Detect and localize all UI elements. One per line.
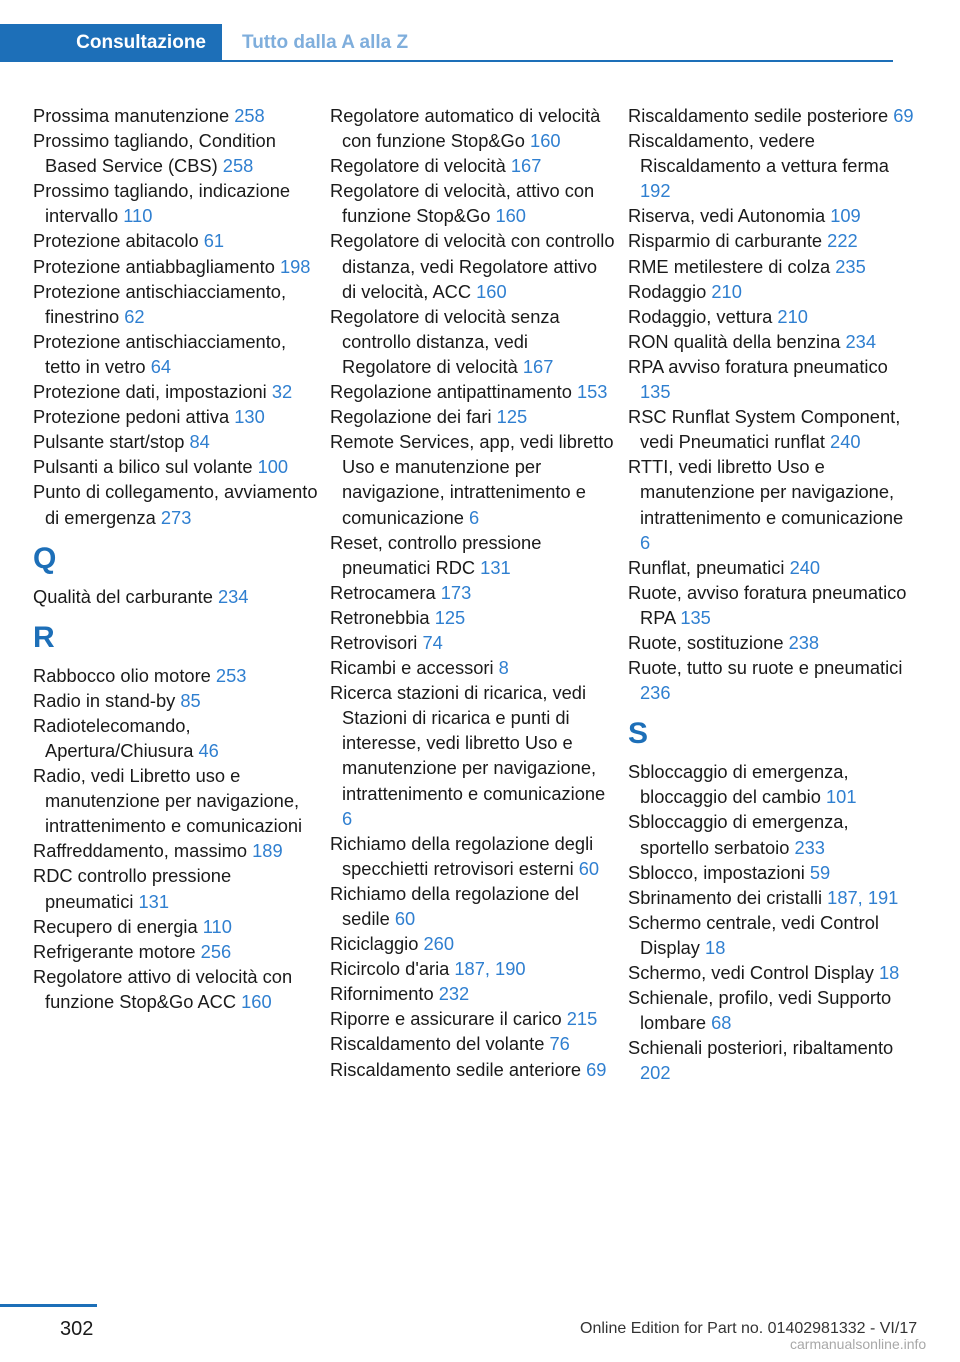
tab-tutto-label: Tutto dalla A alla Z	[242, 32, 409, 53]
index-entry	[330, 1031, 616, 1056]
index-entry	[628, 128, 914, 203]
page-reference-link[interactable]: 125	[434, 606, 466, 628]
index-entry-text: Regolatore di velocità con controllo distanza, vedi Regolatore attivo di velocità, ACC	[330, 230, 615, 302]
index-entry	[628, 329, 914, 354]
index-entry-text: Regolatore di velocità, attivo con funzione Stop&Go	[330, 180, 595, 227]
page-reference-link[interactable]: 110	[202, 915, 232, 937]
index-entry-text: Ruote, tutto su ruote e pneumatici	[628, 657, 903, 679]
footer-divider	[0, 1304, 97, 1307]
index-entry-text: Ruote, sostituzione	[628, 631, 789, 653]
index-entry-text: Regolatore attivo di velocità con funzione Stop&Go ACC	[33, 965, 293, 1012]
page-reference-link[interactable]: 240	[830, 431, 861, 453]
section-letter: R	[33, 620, 55, 654]
page-reference-link[interactable]: 167	[510, 155, 542, 177]
page-reference-link[interactable]: 131	[138, 890, 170, 912]
index-entry-text: Protezione abitacolo	[33, 230, 204, 252]
page-reference-link[interactable]: 258	[222, 155, 254, 177]
index-entry	[33, 914, 319, 939]
index-entry-text: Radio in stand-by	[33, 689, 181, 711]
index-entry-text: Prossimo tagliando, Condition Based Service (CBS)	[33, 130, 276, 177]
index-entry-text: Richiamo della regolazione del sedile	[330, 882, 579, 929]
index-entry	[330, 630, 616, 655]
index-entry	[628, 228, 914, 253]
page-reference-link[interactable]: 60	[394, 908, 416, 929]
index-entry	[628, 203, 914, 228]
index-entry-text: Riscaldamento sedile anteriore	[330, 1058, 587, 1080]
index-entry	[33, 279, 319, 329]
index-entry-text: Protezione antiabbagliamento	[33, 255, 280, 277]
index-entry	[330, 178, 616, 228]
index-entry-text: Prossimo tagliando, indicazione intervallo	[33, 180, 291, 227]
index-entry	[33, 838, 319, 863]
page-reference-link[interactable]: 240	[789, 556, 821, 578]
index-entry-text: Pulsante start/stop	[33, 431, 190, 453]
page-reference-link[interactable]: 130	[234, 406, 265, 428]
index-entry	[33, 479, 319, 529]
index-column-3	[628, 103, 914, 1085]
index-entry	[33, 103, 319, 128]
index-entry-text: RDC controllo pressione pneumatici	[33, 865, 232, 912]
page-reference-link[interactable]: 236	[640, 682, 671, 704]
index-entry-text: Riporre e assicurare il carico	[330, 1008, 567, 1030]
index-column-1	[33, 103, 319, 1014]
index-entry-text: Runflat, pneumatici	[628, 556, 790, 578]
index-entry-text: Remote Services, app, vedi libretto Uso e manutenzione per navigazione, intrattenimento e comunicazione	[330, 431, 614, 528]
page-reference-link[interactable]: 64	[150, 355, 172, 377]
page-reference-link[interactable]: 125	[496, 406, 528, 428]
index-entry	[33, 454, 319, 479]
index-entry	[628, 885, 914, 910]
index-entry	[330, 680, 616, 831]
index-entry-text: Protezione antischiacciamento, finestrino	[33, 280, 287, 327]
page-reference-link[interactable]: 18	[878, 962, 900, 983]
index-entry-text: Prossima manutenzione	[33, 105, 235, 126]
index-entry-text: Retronebbia	[330, 606, 435, 628]
index-entry-text: Rodaggio, vettura	[628, 305, 778, 327]
index-entry	[33, 404, 319, 429]
index-entry-text: Raffreddamento, massimo	[33, 840, 253, 862]
page-reference-link[interactable]: 256	[200, 940, 232, 962]
index-entry-text: Regolatore di velocità	[330, 155, 511, 177]
index-entry	[330, 228, 616, 303]
index-entry	[33, 228, 319, 253]
index-entry	[33, 584, 319, 609]
index-entry-text: Sbrinamento dei cristalli	[628, 886, 828, 908]
index-entry	[33, 429, 319, 454]
index-entry	[628, 759, 914, 809]
index-entry-text: Sbloccaggio di emergenza, bloccaggio del cambio	[628, 761, 849, 808]
page-reference-link[interactable]: 235	[835, 255, 866, 277]
page-reference-link[interactable]: 222	[827, 230, 858, 252]
index-entry-text: Riscaldamento sedile posteriore	[628, 105, 894, 126]
page-reference-link[interactable]: 189	[252, 840, 283, 862]
index-entry	[33, 939, 319, 964]
index-entry-text: Riscaldamento, vedere Riscaldamento a vettura ferma	[628, 130, 889, 177]
index-entry	[330, 153, 616, 178]
index-entry-text: Riciclaggio	[330, 933, 424, 955]
index-entry-text: Rodaggio	[628, 280, 712, 302]
page-reference-link[interactable]: 109	[830, 205, 861, 227]
page-reference-link[interactable]: 60	[578, 857, 600, 879]
index-entry	[33, 254, 319, 279]
index-entry-text: Rabbocco olio motore	[33, 664, 216, 686]
index-entry	[628, 960, 914, 985]
index-entry	[33, 128, 319, 178]
index-entry-text: RSC Runflat System Component, vedi Pneumatici runflat	[628, 406, 901, 453]
index-entry	[628, 555, 914, 580]
page-reference-link[interactable]: 8	[498, 657, 509, 679]
page-reference-link[interactable]: 187, 190	[454, 958, 526, 980]
index-entry	[628, 103, 914, 128]
index-entry-text: Sblocco, impostazioni	[628, 861, 810, 883]
page-header	[0, 0, 960, 64]
page-reference-link[interactable]: 160	[476, 280, 507, 302]
index-entry	[33, 713, 319, 763]
page-reference-link[interactable]: 85	[180, 689, 201, 711]
index-entry-text: Regolazione dei fari	[330, 406, 497, 428]
index-entry-text: Sbloccaggio di emergenza, sportello serbatoio	[628, 811, 849, 858]
index-entry	[330, 1057, 616, 1082]
page-reference-link[interactable]: 61	[203, 230, 225, 252]
index-entry	[33, 379, 319, 404]
page-reference-link[interactable]: 187, 191	[827, 886, 899, 908]
index-entry-text: Risparmio di carburante	[628, 230, 828, 252]
index-entry	[628, 809, 914, 859]
page-reference-link[interactable]: 135	[640, 381, 671, 403]
page-reference-link[interactable]: 6	[342, 807, 353, 829]
index-entry-text: Schienale, profilo, vedi Supporto lombare	[628, 987, 892, 1034]
index-entry	[628, 354, 914, 404]
index-entry	[33, 863, 319, 913]
index-entry	[330, 103, 616, 153]
page-reference-link[interactable]: 69	[893, 105, 914, 126]
index-entry	[330, 956, 616, 981]
index-entry-text: Refrigerante motore	[33, 940, 201, 962]
page-reference-link[interactable]: 131	[480, 556, 511, 578]
page-reference-link[interactable]: 233	[794, 836, 825, 858]
index-entry	[628, 985, 914, 1035]
index-entry-text: Regolatore di velocità senza controllo distanza, vedi Regolatore di velocità	[330, 305, 560, 377]
index-entry	[628, 655, 914, 705]
edition-note: Online Edition for Part no. 01402981332 - VI/17	[580, 1320, 918, 1337]
page-reference-link[interactable]: 74	[422, 631, 443, 653]
watermark: carmanualsonline.info	[790, 1336, 927, 1352]
index-entry-text: Rifornimento	[330, 983, 439, 1005]
index-entry-text: Radio, vedi Libretto uso e manutenzione per navigazione, intrattenimento e comunicazioni	[33, 765, 303, 837]
index-entry-text: Radiotelecomando, Apertura/Chiusura	[33, 714, 199, 761]
page-reference-link[interactable]: 62	[124, 305, 145, 327]
index-entry	[628, 630, 914, 655]
index-entry	[628, 454, 914, 554]
tab-consultazione[interactable]	[0, 24, 222, 62]
index-entry	[628, 304, 914, 329]
index-entry	[330, 1006, 616, 1031]
page-reference-link[interactable]: 84	[189, 431, 210, 453]
index-entry-text: Regolatore automatico di velocità con funzione Stop&Go	[330, 105, 601, 152]
index-entry-text: Richiamo della regolazione degli specchietti retrovisori esterni	[330, 832, 594, 879]
page-reference-link[interactable]: 260	[423, 933, 454, 955]
page-reference-link[interactable]: 258	[234, 105, 265, 126]
page-reference-link[interactable]: 234	[217, 585, 249, 607]
page-reference-link[interactable]: 100	[257, 456, 289, 478]
page-reference-link[interactable]: 69	[586, 1058, 607, 1080]
page-reference-link[interactable]: 167	[522, 355, 554, 377]
page-reference-link[interactable]: 6	[640, 531, 651, 553]
index-entry-text: Pulsanti a bilico sul volante	[33, 456, 258, 478]
index-entry-text: Protezione pedoni attiva	[33, 406, 235, 428]
index-entry	[628, 1035, 914, 1085]
index-entry	[33, 663, 319, 688]
index-entry	[628, 860, 914, 885]
index-entry-text: Retrovisori	[330, 631, 423, 653]
page-reference-link[interactable]: 273	[160, 506, 192, 528]
index-entry-text: RPA avviso foratura pneumatico	[628, 355, 888, 377]
index-entry-text: Regolazione antipattinamento	[330, 381, 577, 403]
tab-consultazione-label: Consultazione	[76, 32, 206, 53]
index-entry-text: Ruote, avviso foratura pneumatico RPA	[628, 581, 907, 628]
index-entry	[628, 279, 914, 304]
section-letter: Q	[33, 541, 57, 575]
index-entry	[33, 688, 319, 713]
index-entry-text: Recupero di energia	[33, 915, 203, 937]
index-entry-text: Qualità del carburante	[33, 585, 218, 607]
index-entry	[330, 530, 616, 580]
index-entry	[330, 605, 616, 630]
page-reference-link[interactable]: 153	[576, 381, 608, 403]
page-reference-link[interactable]: 210	[711, 280, 742, 302]
page-reference-link[interactable]: 198	[279, 255, 311, 277]
index-entry-text: RON qualità della benzina	[628, 330, 846, 352]
index-entry	[330, 931, 616, 956]
index-entry-text: Riscaldamento del volante	[330, 1033, 550, 1055]
index-entry	[628, 910, 914, 960]
page-reference-link[interactable]: 210	[777, 305, 808, 327]
index-entry-text: Schermo centrale, vedi Control Display	[628, 911, 879, 958]
page-reference-link[interactable]: 101	[825, 786, 857, 808]
index-column-2	[330, 103, 616, 1082]
index-entry	[330, 580, 616, 605]
index-entry-text: RTTI, vedi libretto Uso e manutenzione per navigazione, intrattenimento e comunicazione	[628, 456, 904, 528]
index-entry	[628, 580, 914, 630]
index-entry-text: Protezione dati, impostazioni	[33, 381, 272, 403]
page-reference-link[interactable]: 160	[241, 990, 272, 1012]
index-entry	[330, 404, 616, 429]
page-reference-link[interactable]: 46	[198, 739, 219, 761]
index-entry	[330, 379, 616, 404]
index-entry	[33, 964, 319, 1014]
page-reference-link[interactable]: 18	[705, 936, 726, 958]
page-reference-link[interactable]: 160	[530, 130, 561, 152]
index-entry	[330, 831, 616, 881]
index-entry	[330, 881, 616, 931]
index-entry-text: Schienali posteriori, ribaltamento	[628, 1037, 894, 1059]
page-reference-link[interactable]: 192	[640, 180, 671, 202]
page-reference-link[interactable]: 68	[711, 1012, 732, 1034]
page-reference-link[interactable]: 59	[809, 861, 831, 883]
page-reference-link[interactable]: 234	[845, 330, 876, 352]
page-reference-link[interactable]: 253	[215, 664, 247, 686]
index-entry-text: Reset, controllo pressione pneumatici RDC	[330, 531, 542, 578]
index-entry	[330, 429, 616, 529]
page-reference-link[interactable]: 173	[440, 581, 472, 603]
index-entry	[330, 304, 616, 379]
page-reference-link[interactable]: 110	[123, 205, 153, 227]
index-entry-text: Riserva, vedi Autonomia	[628, 205, 831, 227]
index-entry-text: Schermo, vedi Control Display	[628, 962, 879, 983]
index-entry-text: Ricambi e accessori	[330, 657, 499, 679]
page-reference-link[interactable]: 32	[271, 381, 293, 403]
index-entry-text: Ricircolo d'aria	[330, 958, 455, 980]
index-entry	[33, 329, 319, 379]
index-entry	[33, 178, 319, 228]
index-entry-text: RME metilestere di colza	[628, 255, 836, 277]
header-divider	[0, 60, 893, 62]
index-entry	[330, 655, 616, 680]
page-reference-link[interactable]: 6	[469, 506, 480, 528]
index-entry	[330, 981, 616, 1006]
section-letter: S	[628, 717, 649, 751]
index-entry-text: Ricerca stazioni di ricarica, vedi Stazioni di ricarica e punti di interesse, vedi libretto Uso e manutenzione per navigazione, intrattenimento e comunicazione	[330, 682, 606, 804]
index-entry	[33, 763, 319, 838]
page-reference-link[interactable]: 232	[438, 983, 470, 1005]
page-reference-link[interactable]: 160	[495, 205, 526, 227]
page-reference-link[interactable]: 238	[788, 631, 820, 653]
index-entry-text: Protezione antischiacciamento, tetto in vetro	[33, 330, 287, 377]
index-entry	[628, 404, 914, 454]
index-entry	[628, 254, 914, 279]
page-reference-link[interactable]: 76	[549, 1033, 570, 1055]
index-entry-text: Punto di collegamento, avviamento di emergenza	[33, 481, 318, 528]
index-entry-text: Retrocamera	[330, 581, 441, 603]
page-reference-link[interactable]: 135	[680, 606, 711, 628]
page-reference-link[interactable]: 202	[640, 1062, 671, 1084]
page-reference-link[interactable]: 215	[566, 1008, 598, 1030]
page-number: 302	[60, 1318, 94, 1340]
tab-tutto-dalla-a-alla-z[interactable]	[242, 24, 408, 62]
